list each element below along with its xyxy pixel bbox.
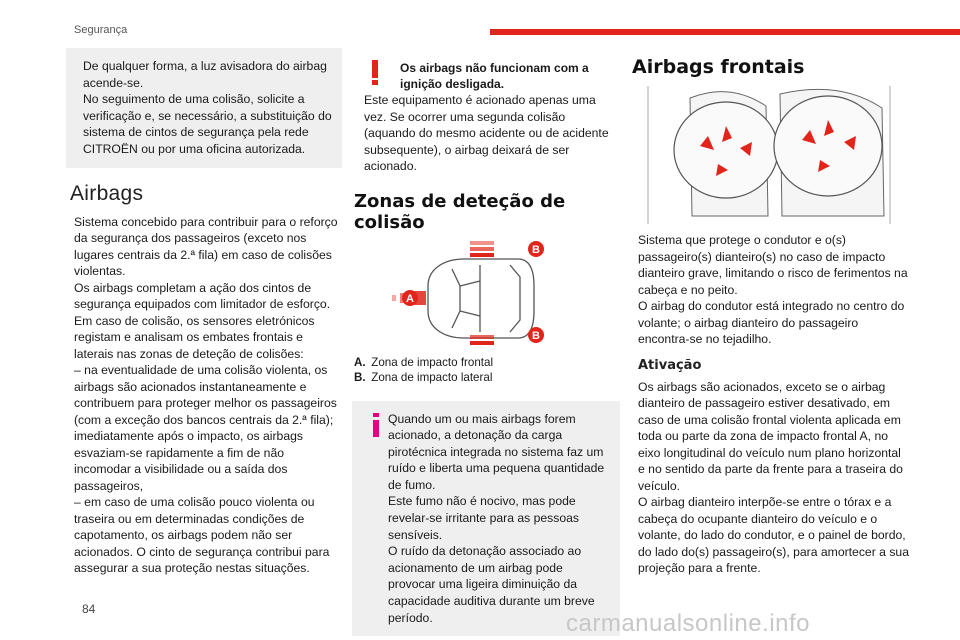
legend-item [354, 355, 620, 370]
page-number: 84 [82, 602, 96, 616]
watermark: carmanualsonline.info [566, 610, 810, 637]
column-1 [66, 48, 342, 577]
legend-text: Zona de impacto lateral [371, 370, 493, 384]
legend-text: Zona de impacto frontal [371, 355, 494, 369]
airbags-heading: Airbags [70, 181, 144, 205]
legend-item [354, 370, 620, 385]
header-section-label: Segurança [74, 24, 128, 36]
info-i-icon [372, 413, 380, 437]
legend-key: B. [354, 370, 366, 384]
front-airbags-heading: Airbags frontais [632, 56, 805, 78]
collision-zones-diagram [352, 241, 620, 349]
warning-title: Os airbags não funcionam com a ignição desligada. [400, 61, 589, 91]
activation-heading: Ativação [638, 357, 702, 373]
side-impact-arrows-bottom [470, 335, 494, 345]
column-3 [630, 48, 910, 577]
driver-airbag-icon [674, 102, 778, 198]
front-airbags-illustration [630, 86, 910, 224]
activation-body: Os airbags são acionados, exceto se o airbag dianteiro de passageiro estiver desativado, em caso de uma colisão frontal violenta aplicada em toda ou parte da zona de impacto frontal A, no eixo longitudinal do veículo num plano horizontal e no sentido da parte da frente para a traseira do veículo. O airbag dianteiro interpõe-se entre o tórax e a cabeça do ocupante dianteiro do veículo e o volante, do lado do condutor, e o painel de bordo, do lado do(s) passageiro(s), para amortecer a sua projeção para a frente. [638, 379, 909, 575]
passenger-airbag-icon [774, 96, 882, 196]
detection-zones-heading: Zonas de deteção de colisão [354, 190, 566, 233]
zone-legend [352, 355, 620, 385]
car-top-view-icon [428, 259, 534, 338]
diagram-label-a: A [406, 292, 414, 305]
front-airbags-body: Sistema que protege o condutor e o(s) passageiro(s) dianteiro(s) no caso de impacto dianteiro grave, limitando o risco de ferimentos na cabeça e no peito. O airbag do condutor está integrado no centro do volante; o airbag dianteiro do passageiro encontra-se no tejadilho. [638, 233, 908, 346]
note-box [66, 48, 342, 168]
header-accent-bar [490, 29, 960, 35]
legend-key: A. [354, 355, 366, 369]
warning-note [352, 48, 620, 175]
airbags-body: Sistema concebido para contribuir para o reforço da segurança dos passageiros (exceto nos lugares centrais da 2.ª fila) em caso de colisões violentas. Os airbags completam a ação dos cintos de segurança equipados com limitador de esforço. Em caso de colisão, os sensores eletrónicos registam e analisam os embates frontais e laterais nas zonas de deteção de colisões: – na eventualidade de uma colisão violenta, os airbags são acionados instantaneamente e contribuem para proteger melhor os passageiros (com a exceção dos bancos centrais da 2.ª fila); imediatamente após o impacto, os airbags esvaziam-se rapidamente a fim de não incomodar a visibilidade ou a saída dos passageiros, – em caso de uma colisão pouco violenta ou traseira ou em determinadas condições de capotamento, os airbags podem não ser acionados. O cinto de segurança contribui para assegurar a sua proteção nestas situações. [74, 214, 338, 576]
diagram-label-b-bottom: B [532, 329, 540, 342]
side-impact-arrows-top [470, 241, 494, 257]
diagram-label-b-top: B [532, 243, 540, 256]
note-box-text: De qualquer forma, a luz avisadora do airbag acende-se. No seguimento de uma colisão, solicite a verificação e, se necessário, a substituição do sistema de cintos de segurança pela rede CITROËN ou por uma oficina autorizada. [83, 59, 332, 156]
warning-body: Este equipamento é acionado apenas uma vez. Se ocorrer uma segunda colisão (aquando do mesmo acidente ou de acidente subsequente), o airbag deixará de ser acionado. [364, 93, 609, 173]
warning-exclamation-icon [370, 60, 380, 86]
info-box [352, 401, 620, 637]
info-body: Quando um ou mais airbags forem acionado, a detonação da carga pirotécnica integrada no sistema faz um ruído e liberta uma pequena quantidade de fumo. Este fumo não é nocivo, mas pode revelar-se irritante para as pessoas sensíveis. O ruído da detonação associado ao acionamento de um airbag pode provocar uma ligeira diminuição da capacidade auditiva durante um breve período. [388, 411, 605, 625]
column-2 [352, 48, 620, 636]
